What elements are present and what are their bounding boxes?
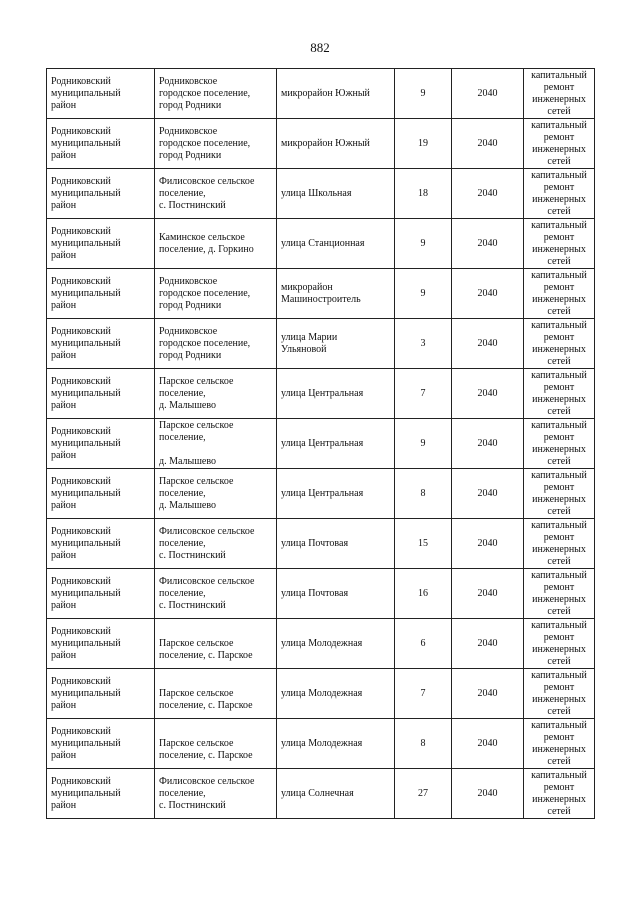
table-row	[47, 119, 595, 169]
district-cell: Родниковский муниципальный район	[47, 69, 155, 119]
street-cell: улица Солнечная	[277, 769, 395, 819]
year-cell: 2040	[452, 669, 524, 719]
street-cell: улица Молодежная	[277, 719, 395, 769]
settlement-cell: Филисовское сельское поселение, с. Постнинский	[155, 769, 277, 819]
house-number-cell: 7	[395, 369, 452, 419]
table-row	[47, 419, 595, 469]
settlement-cell: Родниковское городское поселение, город Родники	[155, 69, 277, 119]
year-cell: 2040	[452, 319, 524, 369]
year-cell: 2040	[452, 469, 524, 519]
street-cell: улица Центральная	[277, 419, 395, 469]
district-cell: Родниковский муниципальный район	[47, 269, 155, 319]
street-cell: улица Молодежная	[277, 669, 395, 719]
table-row	[47, 169, 595, 219]
table-row	[47, 619, 595, 669]
district-cell: Родниковский муниципальный район	[47, 619, 155, 669]
settlement-cell: Родниковское городское поселение, город Родники	[155, 269, 277, 319]
table-row	[47, 669, 595, 719]
street-cell: улица Школьная	[277, 169, 395, 219]
table-row	[47, 569, 595, 619]
settlement-cell: Парское сельское поселение, д. Малышево	[155, 469, 277, 519]
table-row	[47, 69, 595, 119]
work-type-cell: капитальный ремонт инженерных сетей	[524, 419, 595, 469]
house-number-cell: 9	[395, 269, 452, 319]
settlement-cell: Парское сельское поселение, д. Малышево	[155, 419, 277, 469]
work-type-cell: капитальный ремонт инженерных сетей	[524, 219, 595, 269]
year-cell: 2040	[452, 169, 524, 219]
year-cell: 2040	[452, 519, 524, 569]
table-row	[47, 319, 595, 369]
house-number-cell: 15	[395, 519, 452, 569]
page-number: 882	[310, 40, 330, 55]
year-cell: 2040	[452, 569, 524, 619]
district-cell: Родниковский муниципальный район	[47, 519, 155, 569]
settlement-cell: Филисовское сельское поселение, с. Постнинский	[155, 169, 277, 219]
house-number-cell: 27	[395, 769, 452, 819]
street-cell: микрорайон Южный	[277, 119, 395, 169]
settlement-cell: Филисовское сельское поселение, с. Постнинский	[155, 519, 277, 569]
street-cell: улица Центральная	[277, 369, 395, 419]
table-row	[47, 519, 595, 569]
table-row	[47, 219, 595, 269]
house-number-cell: 7	[395, 669, 452, 719]
district-cell: Родниковский муниципальный район	[47, 119, 155, 169]
work-type-cell: капитальный ремонт инженерных сетей	[524, 319, 595, 369]
work-type-cell: капитальный ремонт инженерных сетей	[524, 369, 595, 419]
district-cell: Родниковский муниципальный район	[47, 369, 155, 419]
settlement-cell: Парское сельское поселение, с. Парское	[155, 719, 277, 769]
work-type-cell: капитальный ремонт инженерных сетей	[524, 719, 595, 769]
housing-register-table	[46, 68, 595, 819]
year-cell: 2040	[452, 619, 524, 669]
district-cell: Родниковский муниципальный район	[47, 469, 155, 519]
district-cell: Родниковский муниципальный район	[47, 769, 155, 819]
house-number-cell: 16	[395, 569, 452, 619]
street-cell: улица Почтовая	[277, 519, 395, 569]
settlement-cell: Парское сельское поселение, с. Парское	[155, 669, 277, 719]
work-type-cell: капитальный ремонт инженерных сетей	[524, 569, 595, 619]
house-number-cell: 3	[395, 319, 452, 369]
year-cell: 2040	[452, 119, 524, 169]
settlement-cell: Филисовское сельское поселение, с. Постнинский	[155, 569, 277, 619]
work-type-cell: капитальный ремонт инженерных сетей	[524, 119, 595, 169]
work-type-cell: капитальный ремонт инженерных сетей	[524, 619, 595, 669]
district-cell: Родниковский муниципальный район	[47, 169, 155, 219]
year-cell: 2040	[452, 219, 524, 269]
work-type-cell: капитальный ремонт инженерных сетей	[524, 669, 595, 719]
year-cell: 2040	[452, 369, 524, 419]
house-number-cell: 8	[395, 719, 452, 769]
district-cell: Родниковский муниципальный район	[47, 219, 155, 269]
street-cell: улица Центральная	[277, 469, 395, 519]
settlement-cell: Парское сельское поселение, с. Парское	[155, 619, 277, 669]
district-cell: Родниковский муниципальный район	[47, 319, 155, 369]
house-number-cell: 9	[395, 69, 452, 119]
street-cell: улица Молодежная	[277, 619, 395, 669]
work-type-cell: капитальный ремонт инженерных сетей	[524, 769, 595, 819]
street-cell: улица Станционная	[277, 219, 395, 269]
year-cell: 2040	[452, 769, 524, 819]
house-number-cell: 19	[395, 119, 452, 169]
year-cell: 2040	[452, 69, 524, 119]
house-number-cell: 9	[395, 419, 452, 469]
house-number-cell: 9	[395, 219, 452, 269]
year-cell: 2040	[452, 719, 524, 769]
table-body	[47, 69, 595, 819]
settlement-cell: Родниковское городское поселение, город Родники	[155, 119, 277, 169]
house-number-cell: 6	[395, 619, 452, 669]
table-row	[47, 769, 595, 819]
work-type-cell: капитальный ремонт инженерных сетей	[524, 519, 595, 569]
house-number-cell: 18	[395, 169, 452, 219]
settlement-cell: Родниковское городское поселение, город Родники	[155, 319, 277, 369]
house-number-cell: 8	[395, 469, 452, 519]
street-cell: улица Почтовая	[277, 569, 395, 619]
year-cell: 2040	[452, 419, 524, 469]
district-cell: Родниковский муниципальный район	[47, 669, 155, 719]
street-cell: улица Марии Ульяновой	[277, 319, 395, 369]
district-cell: Родниковский муниципальный район	[47, 419, 155, 469]
table-row	[47, 269, 595, 319]
table-row	[47, 469, 595, 519]
year-cell: 2040	[452, 269, 524, 319]
district-cell: Родниковский муниципальный район	[47, 569, 155, 619]
table-row	[47, 369, 595, 419]
work-type-cell: капитальный ремонт инженерных сетей	[524, 469, 595, 519]
settlement-cell: Парское сельское поселение, д. Малышево	[155, 369, 277, 419]
street-cell: микрорайон Машиностроитель	[277, 269, 395, 319]
work-type-cell: капитальный ремонт инженерных сетей	[524, 69, 595, 119]
work-type-cell: капитальный ремонт инженерных сетей	[524, 269, 595, 319]
table-row	[47, 719, 595, 769]
district-cell: Родниковский муниципальный район	[47, 719, 155, 769]
settlement-cell: Каминское сельское поселение, д. Горкино	[155, 219, 277, 269]
work-type-cell: капитальный ремонт инженерных сетей	[524, 169, 595, 219]
street-cell: микрорайон Южный	[277, 69, 395, 119]
